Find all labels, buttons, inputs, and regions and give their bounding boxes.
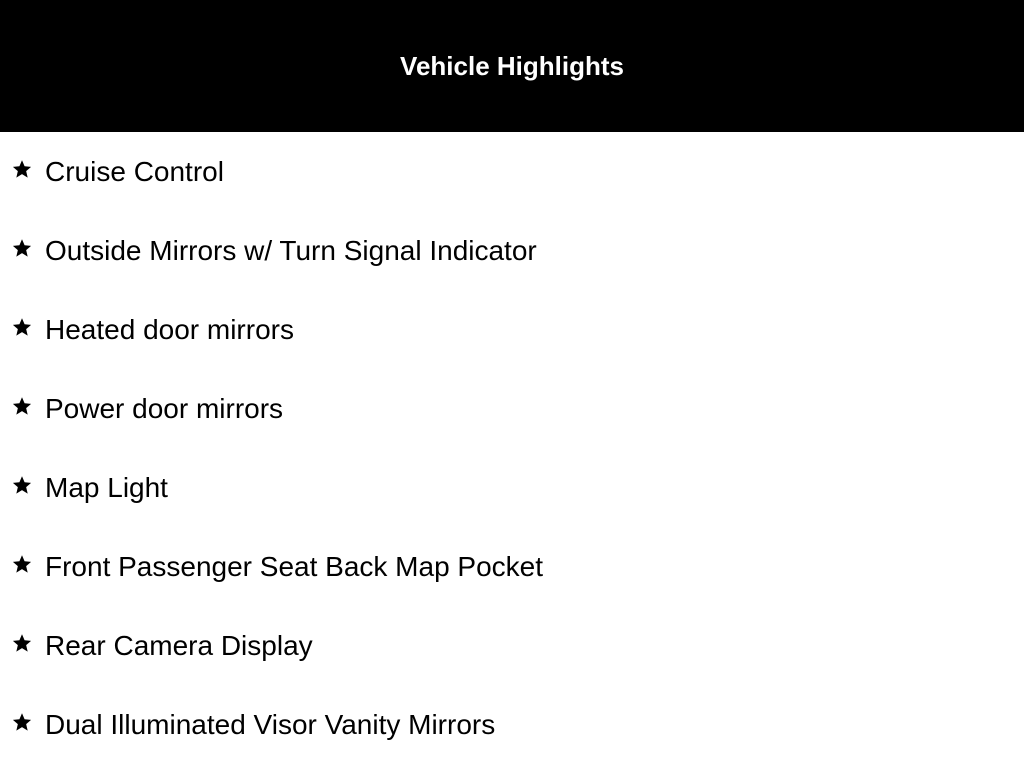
list-item-label: Outside Mirrors w/ Turn Signal Indicator — [45, 234, 537, 266]
star-icon — [12, 238, 32, 258]
list-item-label: Rear Camera Display — [45, 629, 313, 661]
star-icon — [12, 159, 32, 179]
list-item — [0, 132, 1024, 211]
star-icon — [12, 475, 32, 495]
list-item-label: Map Light — [45, 471, 168, 503]
list-item — [0, 448, 1024, 527]
list-item — [0, 685, 1024, 764]
star-icon — [12, 317, 32, 337]
star-icon — [12, 554, 32, 574]
page-title: Vehicle Highlights — [400, 50, 624, 81]
list-item — [0, 290, 1024, 369]
list-item-label: Front Passenger Seat Back Map Pocket — [45, 550, 544, 582]
list-item-label: Heated door mirrors — [45, 313, 294, 345]
star-icon — [12, 396, 32, 416]
list-item-label: Power door mirrors — [45, 392, 284, 424]
list-item-label: Cruise Control — [45, 155, 224, 187]
list-item — [0, 369, 1024, 448]
page-header — [0, 0, 1024, 132]
list-item — [0, 211, 1024, 290]
star-icon — [12, 633, 32, 653]
highlights-list — [0, 132, 1024, 764]
list-item — [0, 527, 1024, 606]
star-icon — [12, 712, 32, 732]
list-item-label: Dual Illuminated Visor Vanity Mirrors — [45, 708, 496, 740]
list-item — [0, 606, 1024, 685]
